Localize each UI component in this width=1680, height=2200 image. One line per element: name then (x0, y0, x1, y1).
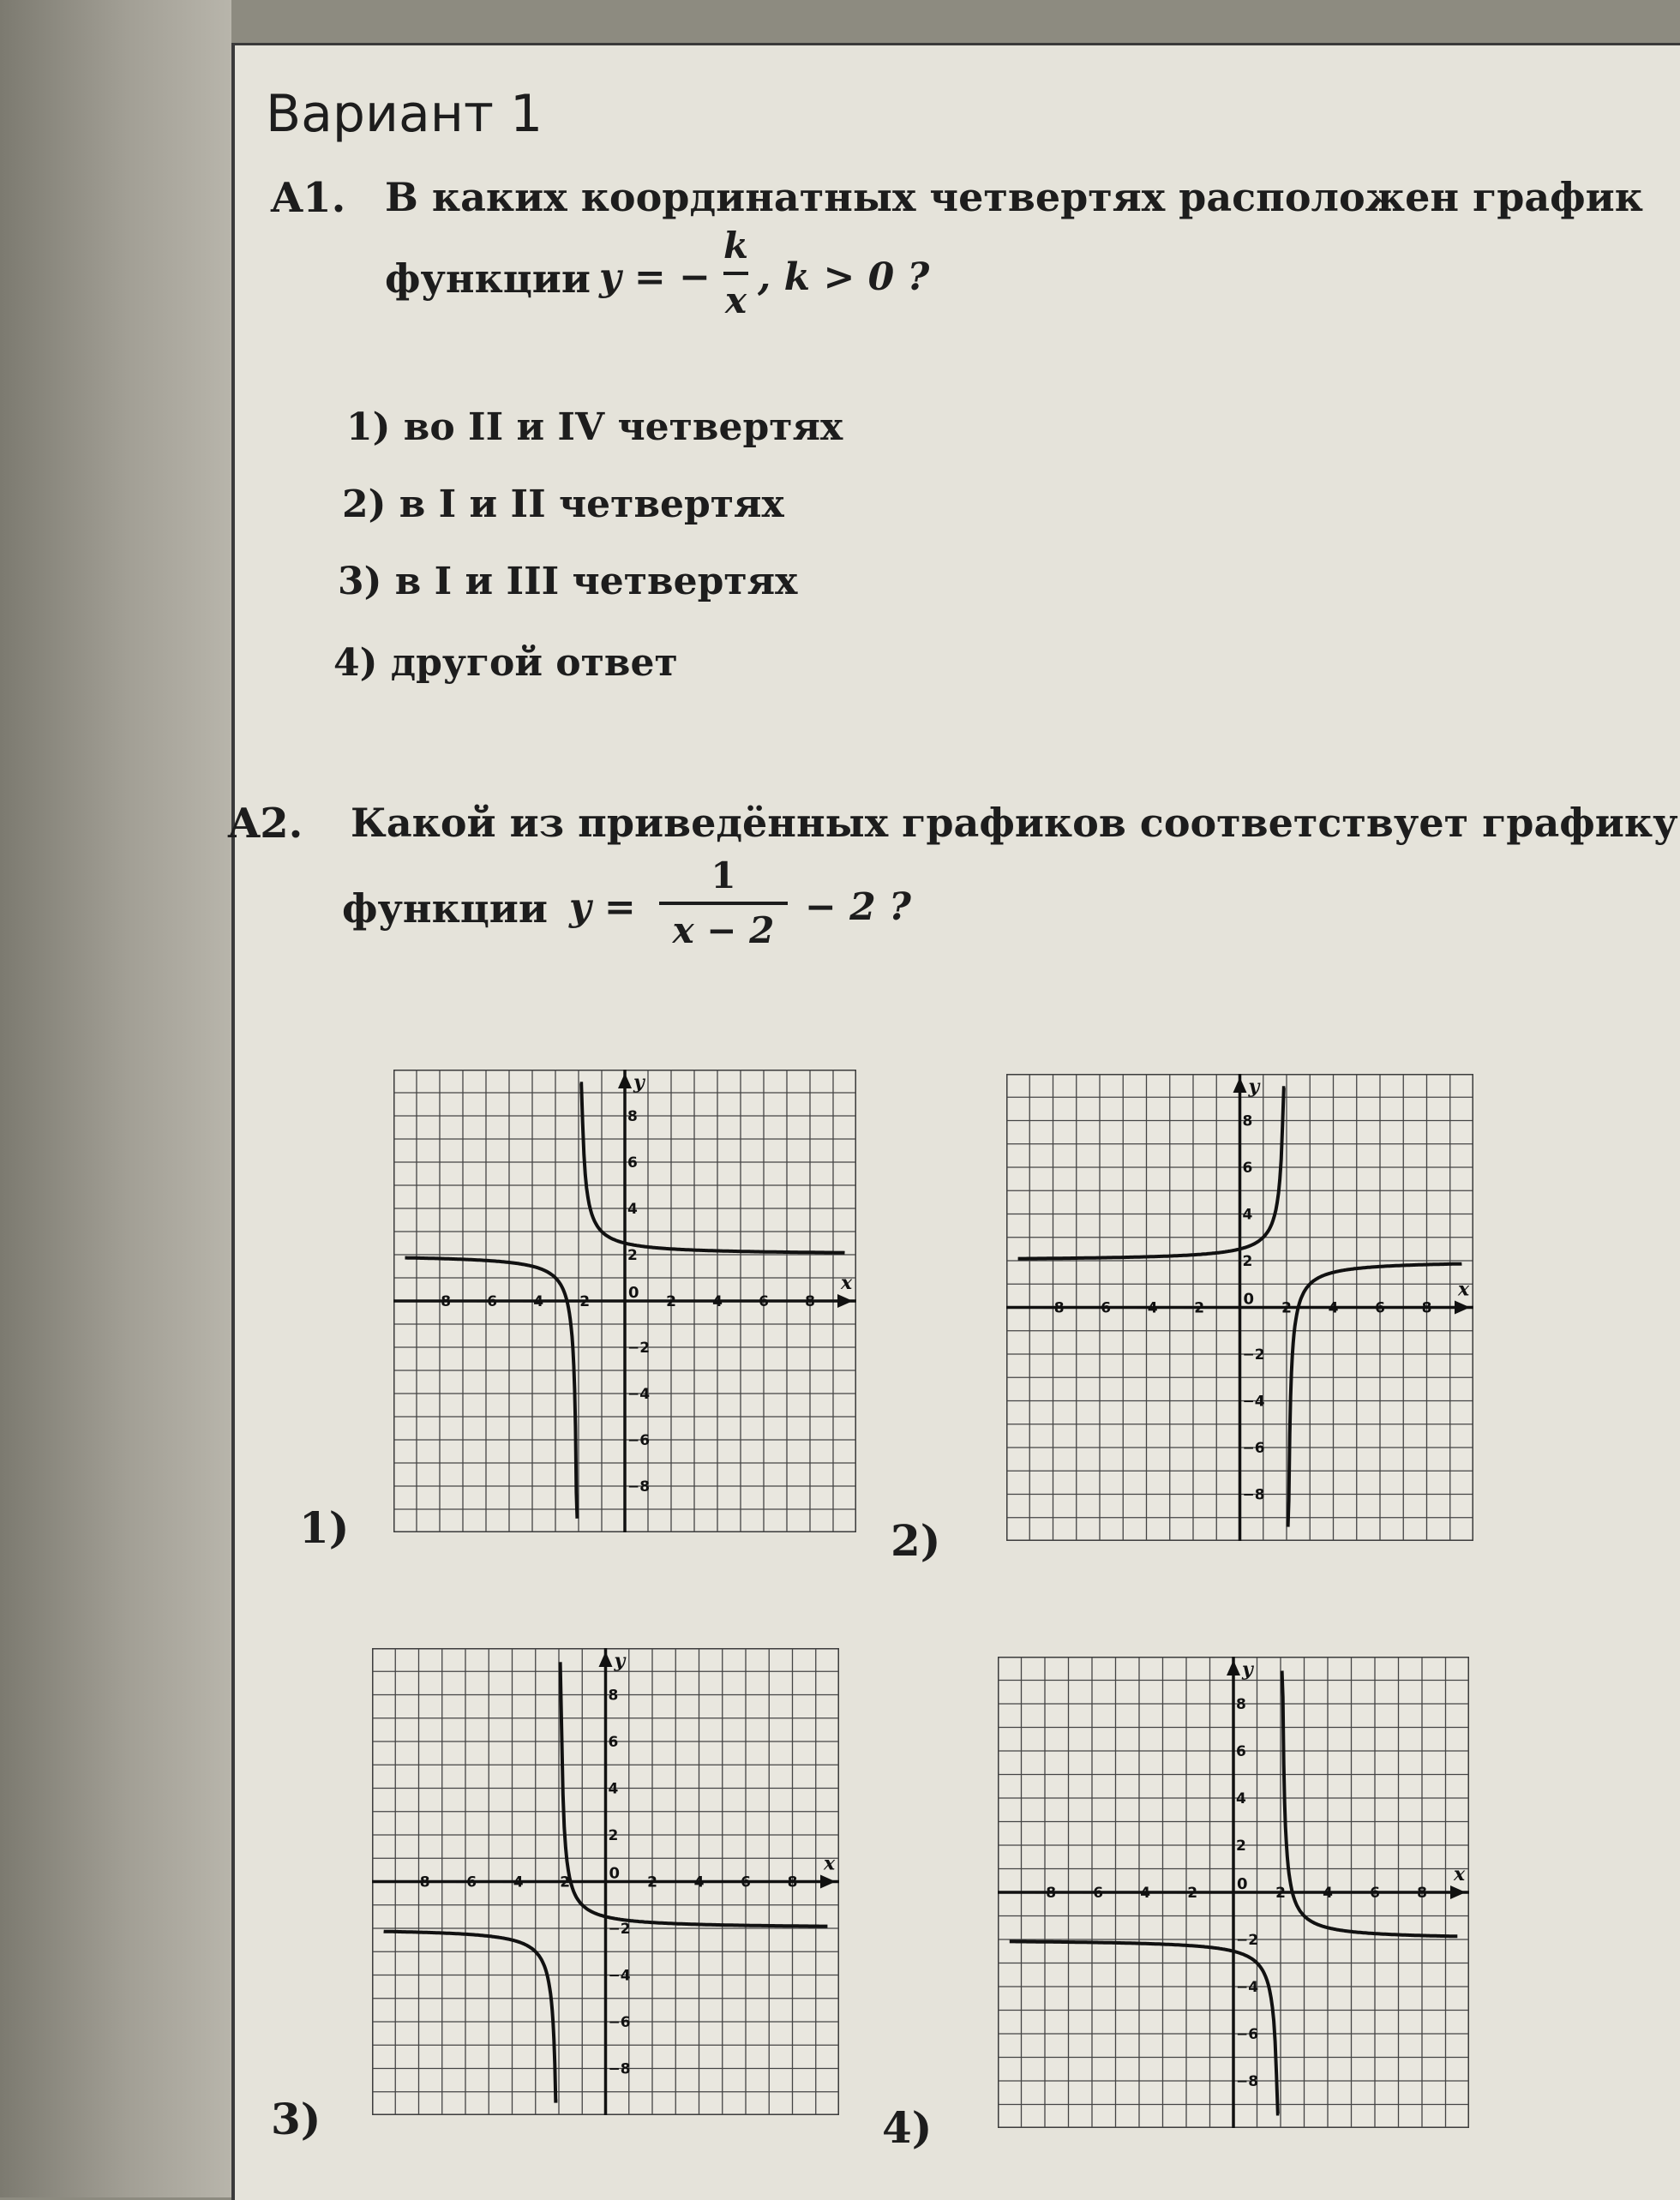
y-tick-label: −4 (1236, 1979, 1259, 1996)
origin-label: 0 (628, 1284, 639, 1302)
y-tick-label: 8 (627, 1108, 638, 1125)
a2-question: Какой из приведённых графиков соответствует графику (351, 800, 1678, 846)
y-tick-label: −8 (1242, 1486, 1265, 1504)
x-axis-label: x (1458, 1278, 1470, 1301)
x-tick-label: 4 (712, 1293, 723, 1310)
x-tick-label: −8 (407, 1873, 430, 1891)
a1-option-1: 1) во II и IV четвертях (346, 405, 843, 449)
x-tick-label: −4 (520, 1293, 544, 1310)
origin-label: 0 (1237, 1875, 1248, 1893)
background-left (0, 0, 231, 2197)
x-tick-label: −2 (547, 1873, 571, 1891)
x-tick-label: 8 (805, 1293, 815, 1310)
y-tick-label: −4 (1242, 1393, 1265, 1411)
graph-2 (1006, 1074, 1473, 1541)
y-tick-label: 6 (608, 1734, 619, 1751)
a2-fraction (659, 855, 788, 951)
y-tick-label: 8 (1242, 1112, 1253, 1130)
x-tick-label: −6 (1080, 1885, 1104, 1902)
y-axis-label: y (614, 1650, 626, 1672)
y-axis-label: y (1248, 1076, 1260, 1098)
a1-condition: , k > 0 ? (758, 255, 930, 299)
x-tick-label: 6 (1370, 1885, 1380, 1902)
a2-fraction-numerator: 1 (711, 854, 736, 896)
a1-fraction-numerator: k (723, 225, 749, 267)
x-tick-label: 6 (741, 1873, 751, 1891)
fraction-bar (659, 902, 788, 905)
y-tick-label: −2 (627, 1340, 651, 1357)
x-tick-label: −2 (567, 1293, 591, 1310)
x-tick-label: 8 (1417, 1885, 1427, 1902)
y-tick-label: 4 (1236, 1790, 1246, 1807)
x-tick-label: 4 (693, 1873, 705, 1891)
x-tick-label: 2 (1275, 1885, 1286, 1902)
x-tick-label: 8 (1421, 1299, 1432, 1317)
graph-4 (998, 1657, 1469, 2128)
y-tick-label: −8 (1236, 2073, 1259, 2090)
x-tick-label: −4 (501, 1873, 524, 1891)
y-tick-label: −6 (1242, 1440, 1265, 1457)
origin-label: 0 (1243, 1290, 1255, 1309)
x-tick-label: −8 (1041, 1299, 1065, 1317)
a1-option-3: 3) в I и III четвертях (338, 560, 798, 603)
x-tick-label: −4 (1127, 1885, 1151, 1902)
y-tick-label: 6 (627, 1154, 638, 1172)
y-tick-label: −8 (608, 2060, 631, 2078)
x-tick-label: 2 (1281, 1299, 1292, 1317)
y-tick-label: 2 (627, 1247, 638, 1264)
y-tick-label: 6 (1236, 1743, 1246, 1760)
x-tick-label: −8 (428, 1293, 452, 1310)
y-tick-label: −2 (1236, 1932, 1259, 1949)
a2-formula-lhs: y = (569, 885, 636, 929)
y-tick-label: 2 (1236, 1837, 1246, 1855)
graph-1 (393, 1070, 856, 1532)
x-tick-label: 6 (759, 1293, 769, 1310)
x-tick-label: 2 (647, 1873, 657, 1891)
graph-label-4: 4) (882, 2102, 933, 2153)
x-tick-label: −6 (474, 1293, 498, 1310)
y-axis-label: y (633, 1071, 645, 1094)
y-tick-label: −6 (1236, 2026, 1259, 2043)
x-tick-label: 2 (666, 1293, 676, 1310)
a1-option-2: 2) в I и II четвертях (342, 483, 784, 526)
fraction-bar (723, 272, 748, 275)
x-tick-label: −6 (1088, 1299, 1112, 1317)
a2-number: A2. (228, 800, 303, 848)
origin-label: 0 (609, 1864, 621, 1883)
x-tick-label: 4 (1323, 1885, 1333, 1902)
y-tick-label: −4 (627, 1386, 651, 1403)
x-tick-label: −2 (1174, 1885, 1198, 1902)
a2-question-prefix: функции (342, 885, 549, 932)
graph-label-2: 2) (891, 1515, 941, 1566)
x-tick-label: 8 (787, 1873, 798, 1891)
x-axis-label: x (1454, 1863, 1466, 1885)
x-tick-label: −4 (1135, 1299, 1158, 1317)
y-tick-label: 8 (1236, 1696, 1246, 1713)
a1-formula-lhs: y = − (599, 255, 711, 299)
y-tick-label: −4 (608, 1967, 631, 1985)
a1-fraction (723, 225, 748, 321)
x-tick-label: −8 (1033, 1885, 1057, 1902)
variant-title: Вариант 1 (266, 84, 543, 144)
x-axis-label: x (824, 1852, 836, 1875)
graph-3 (372, 1648, 839, 2115)
y-tick-label: 4 (1242, 1206, 1253, 1224)
graph-label-1: 1) (299, 1502, 350, 1553)
a2-formula-rhs: − 2 ? (805, 885, 911, 929)
y-tick-label: 6 (1242, 1160, 1253, 1177)
y-tick-label: 2 (608, 1827, 619, 1844)
y-tick-label: −6 (608, 2014, 631, 2031)
y-tick-label: −8 (627, 1478, 651, 1496)
y-tick-label: 8 (608, 1687, 619, 1705)
x-tick-label: 6 (1375, 1299, 1385, 1317)
y-tick-label: −2 (608, 1921, 631, 1938)
a1-question: В каких координатных четвертях расположен график (385, 174, 1644, 220)
y-tick-label: −2 (1242, 1346, 1265, 1364)
a1-fraction-denominator: x (725, 279, 747, 321)
x-tick-label: 4 (1328, 1299, 1339, 1317)
a1-number: A1. (271, 174, 346, 222)
a1-option-4: 4) другой ответ (333, 641, 678, 685)
x-tick-label: −6 (453, 1873, 477, 1891)
graph-label-3: 3) (271, 2094, 321, 2144)
y-tick-label: 4 (627, 1201, 638, 1218)
x-tick-label: −2 (1181, 1299, 1205, 1317)
worksheet-page (228, 43, 1680, 2200)
y-tick-label: 2 (1242, 1253, 1253, 1270)
x-axis-label: x (841, 1272, 853, 1294)
y-tick-label: −6 (627, 1432, 651, 1449)
y-axis-label: y (1242, 1658, 1253, 1681)
a2-fraction-denominator: x − 2 (672, 909, 775, 951)
a1-question-prefix: функции (385, 255, 591, 302)
y-tick-label: 4 (608, 1780, 619, 1798)
